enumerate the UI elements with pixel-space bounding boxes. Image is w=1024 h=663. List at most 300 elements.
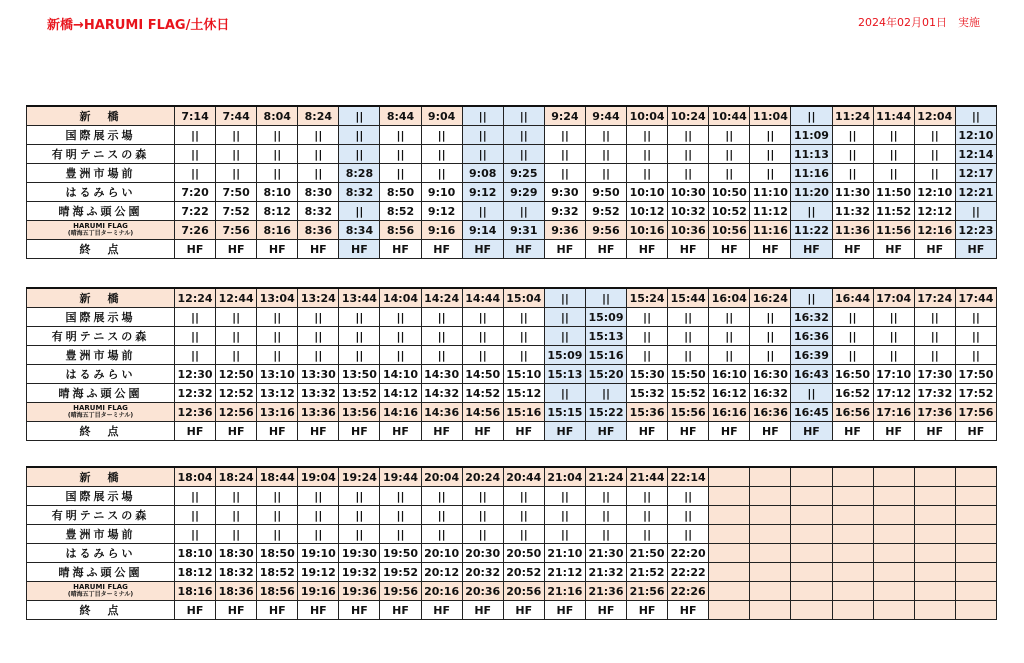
time-cell: 18:50 <box>257 544 298 563</box>
time-cell: 9:04 <box>421 106 462 126</box>
time-cell: || <box>298 164 339 183</box>
time-cell: HF <box>421 422 462 441</box>
time-cell: 15:04 <box>503 288 544 308</box>
time-cell: || <box>175 308 216 327</box>
time-cell: 13:10 <box>257 365 298 384</box>
time-cell: 17:12 <box>873 384 914 403</box>
time-cell: 17:24 <box>914 288 955 308</box>
time-cell: 12:14 <box>955 145 996 164</box>
time-cell: || <box>298 308 339 327</box>
timetable-row <box>27 288 997 308</box>
time-cell: 11:32 <box>832 202 873 221</box>
time-cell: 9:31 <box>503 221 544 240</box>
time-cell: 13:30 <box>298 365 339 384</box>
station-name: 新 橋 <box>27 288 175 308</box>
time-cell: || <box>709 346 750 365</box>
time-cell: || <box>750 145 791 164</box>
time-cell: 16:32 <box>791 308 832 327</box>
time-cell: 21:56 <box>627 582 668 601</box>
time-cell: 21:44 <box>627 467 668 487</box>
time-cell <box>750 563 791 582</box>
time-cell <box>955 506 996 525</box>
time-cell: || <box>339 308 380 327</box>
time-cell: 11:20 <box>791 183 832 202</box>
time-cell: || <box>544 384 585 403</box>
time-cell <box>873 601 914 620</box>
time-cell <box>832 582 873 601</box>
time-cell: || <box>380 487 421 506</box>
time-cell <box>791 506 832 525</box>
time-cell: 20:12 <box>421 563 462 582</box>
time-cell: || <box>216 327 257 346</box>
time-cell: || <box>503 346 544 365</box>
time-cell: || <box>257 506 298 525</box>
time-cell: || <box>257 525 298 544</box>
time-cell: || <box>709 164 750 183</box>
time-cell: 22:20 <box>668 544 709 563</box>
time-cell: 11:13 <box>791 145 832 164</box>
time-cell: 11:24 <box>832 106 873 126</box>
time-cell: || <box>462 145 503 164</box>
time-cell: || <box>298 506 339 525</box>
time-cell: 8:16 <box>257 221 298 240</box>
station-name: はるみらい <box>27 365 175 384</box>
time-cell: 10:24 <box>668 106 709 126</box>
time-cell: 16:44 <box>832 288 873 308</box>
time-cell: 14:36 <box>421 403 462 422</box>
time-cell: || <box>709 126 750 145</box>
time-cell: HF <box>421 240 462 259</box>
time-cell: 17:36 <box>914 403 955 422</box>
time-cell: 22:26 <box>668 582 709 601</box>
time-cell: 16:16 <box>709 403 750 422</box>
time-cell: 10:04 <box>627 106 668 126</box>
time-cell: 13:36 <box>298 403 339 422</box>
time-cell: || <box>503 145 544 164</box>
time-cell: 16:36 <box>750 403 791 422</box>
time-cell: 21:52 <box>627 563 668 582</box>
time-cell: 11:56 <box>873 221 914 240</box>
time-cell: HF <box>627 240 668 259</box>
time-cell: HF <box>339 422 380 441</box>
time-cell: 16:45 <box>791 403 832 422</box>
time-cell: || <box>380 308 421 327</box>
time-cell: 16:56 <box>832 403 873 422</box>
time-cell: 15:09 <box>544 346 585 365</box>
time-cell <box>914 544 955 563</box>
time-cell: 8:34 <box>339 221 380 240</box>
time-cell: || <box>257 327 298 346</box>
time-cell: 17:56 <box>955 403 996 422</box>
time-cell: 15:16 <box>503 403 544 422</box>
time-cell: 12:50 <box>216 365 257 384</box>
time-cell: || <box>380 525 421 544</box>
time-cell: || <box>462 346 503 365</box>
time-cell: HF <box>175 601 216 620</box>
time-cell: || <box>668 145 709 164</box>
time-cell: HF <box>339 240 380 259</box>
time-cell: 7:50 <box>216 183 257 202</box>
time-cell: 9:56 <box>585 221 626 240</box>
time-cell: 19:16 <box>298 582 339 601</box>
time-cell: || <box>298 525 339 544</box>
time-cell <box>955 563 996 582</box>
time-cell: HF <box>873 240 914 259</box>
timetable-row <box>27 183 997 202</box>
time-cell: HF <box>914 240 955 259</box>
timetable-row <box>27 308 997 327</box>
time-cell: || <box>955 327 996 346</box>
time-cell: 8:36 <box>298 221 339 240</box>
time-cell: 20:50 <box>503 544 544 563</box>
time-cell: 9:29 <box>503 183 544 202</box>
time-cell: || <box>462 506 503 525</box>
time-cell <box>709 467 750 487</box>
time-cell: 15:12 <box>503 384 544 403</box>
time-cell: 15:32 <box>627 384 668 403</box>
time-cell: || <box>668 327 709 346</box>
time-cell: 16:24 <box>750 288 791 308</box>
station-name: HARUMI FLAG (晴海五丁目ターミナル) <box>27 221 175 240</box>
time-cell: || <box>421 126 462 145</box>
timetable-block-1 <box>26 105 997 259</box>
station-name: 豊洲市場前 <box>27 164 175 183</box>
time-cell <box>791 467 832 487</box>
time-cell <box>955 525 996 544</box>
time-cell: 20:04 <box>421 467 462 487</box>
time-cell: || <box>832 145 873 164</box>
timetable-block-3 <box>26 466 997 620</box>
time-cell: || <box>216 308 257 327</box>
time-cell: || <box>544 487 585 506</box>
time-cell: 18:44 <box>257 467 298 487</box>
time-cell: 14:44 <box>462 288 503 308</box>
time-cell: 16:43 <box>791 365 832 384</box>
time-cell: 7:20 <box>175 183 216 202</box>
time-cell: 9:25 <box>503 164 544 183</box>
time-cell: || <box>668 487 709 506</box>
time-cell: || <box>339 145 380 164</box>
time-cell: 10:10 <box>627 183 668 202</box>
time-cell: || <box>627 506 668 525</box>
time-cell: || <box>709 308 750 327</box>
time-cell: 14:12 <box>380 384 421 403</box>
time-cell <box>832 563 873 582</box>
time-cell: HF <box>585 240 626 259</box>
time-cell: 16:12 <box>709 384 750 403</box>
time-cell: || <box>585 126 626 145</box>
time-cell: || <box>627 164 668 183</box>
time-cell: || <box>627 145 668 164</box>
time-cell: 9:50 <box>585 183 626 202</box>
time-cell: 8:50 <box>380 183 421 202</box>
time-cell: 15:22 <box>585 403 626 422</box>
timetable-row <box>27 384 997 403</box>
time-cell: 17:50 <box>955 365 996 384</box>
time-cell: 20:30 <box>462 544 503 563</box>
time-cell: || <box>380 164 421 183</box>
time-cell: 10:50 <box>709 183 750 202</box>
time-cell: 11:16 <box>791 164 832 183</box>
time-cell: 11:44 <box>873 106 914 126</box>
time-cell: HF <box>585 422 626 441</box>
time-cell <box>709 525 750 544</box>
time-cell: 19:30 <box>339 544 380 563</box>
time-cell: || <box>298 487 339 506</box>
time-cell <box>709 506 750 525</box>
time-cell: || <box>216 525 257 544</box>
time-cell: 7:44 <box>216 106 257 126</box>
time-cell <box>873 525 914 544</box>
time-cell: 19:10 <box>298 544 339 563</box>
timetable-row <box>27 327 997 346</box>
time-cell: 16:52 <box>832 384 873 403</box>
time-cell: || <box>421 506 462 525</box>
time-cell: || <box>257 308 298 327</box>
time-cell: 18:52 <box>257 563 298 582</box>
time-cell: HF <box>462 240 503 259</box>
time-cell: || <box>503 506 544 525</box>
time-cell: || <box>380 145 421 164</box>
time-cell: HF <box>627 601 668 620</box>
timetable-row <box>27 365 997 384</box>
time-cell <box>791 487 832 506</box>
time-cell: 9:44 <box>585 106 626 126</box>
timetable-row <box>27 563 997 582</box>
time-cell: 20:56 <box>503 582 544 601</box>
time-cell: || <box>914 308 955 327</box>
station-name: 国際展示場 <box>27 126 175 145</box>
time-cell: || <box>257 126 298 145</box>
time-cell: HF <box>257 422 298 441</box>
time-cell: 13:52 <box>339 384 380 403</box>
time-cell: || <box>175 487 216 506</box>
time-cell: 8:52 <box>380 202 421 221</box>
time-cell: || <box>175 346 216 365</box>
time-cell: || <box>544 288 585 308</box>
time-cell: HF <box>421 601 462 620</box>
time-cell: 18:12 <box>175 563 216 582</box>
time-cell: 12:10 <box>955 126 996 145</box>
time-cell: || <box>955 202 996 221</box>
time-cell <box>791 525 832 544</box>
time-cell: HF <box>585 601 626 620</box>
time-cell <box>750 601 791 620</box>
time-cell: 16:04 <box>709 288 750 308</box>
time-cell: 9:10 <box>421 183 462 202</box>
time-cell: 9:24 <box>544 106 585 126</box>
time-cell: || <box>339 506 380 525</box>
time-cell <box>791 544 832 563</box>
station-name: 有明テニスの森 <box>27 145 175 164</box>
time-cell: 11:16 <box>750 221 791 240</box>
time-cell: HF <box>216 240 257 259</box>
time-cell: || <box>544 327 585 346</box>
time-cell: || <box>914 145 955 164</box>
time-cell: || <box>544 506 585 525</box>
time-cell: 19:24 <box>339 467 380 487</box>
time-cell: 7:52 <box>216 202 257 221</box>
timetable-row <box>27 202 997 221</box>
time-cell: 17:30 <box>914 365 955 384</box>
time-cell: || <box>627 487 668 506</box>
time-cell: HF <box>914 422 955 441</box>
time-cell: HF <box>257 240 298 259</box>
time-cell: || <box>668 164 709 183</box>
time-cell: 10:56 <box>709 221 750 240</box>
time-cell: || <box>421 346 462 365</box>
time-cell: || <box>832 308 873 327</box>
station-name: 新 橋 <box>27 106 175 126</box>
time-cell <box>914 487 955 506</box>
time-cell: 10:12 <box>627 202 668 221</box>
page-title: 新橋→HARUMI FLAG/土休日 <box>47 18 230 33</box>
time-cell: 15:10 <box>503 365 544 384</box>
time-cell: || <box>832 164 873 183</box>
time-cell <box>750 487 791 506</box>
time-cell: || <box>503 308 544 327</box>
time-cell: || <box>832 327 873 346</box>
time-cell <box>914 601 955 620</box>
time-cell: || <box>380 126 421 145</box>
time-cell: HF <box>216 422 257 441</box>
time-cell: 17:44 <box>955 288 996 308</box>
time-cell: HF <box>298 422 339 441</box>
time-cell <box>873 563 914 582</box>
time-cell: 21:24 <box>585 467 626 487</box>
time-cell: 18:32 <box>216 563 257 582</box>
timetable-row <box>27 467 997 487</box>
time-cell: 12:04 <box>914 106 955 126</box>
time-cell: || <box>216 126 257 145</box>
time-cell: || <box>380 346 421 365</box>
time-cell: 9:12 <box>421 202 462 221</box>
station-name: 豊洲市場前 <box>27 525 175 544</box>
time-cell: || <box>914 164 955 183</box>
time-cell: 10:44 <box>709 106 750 126</box>
time-cell: 10:32 <box>668 202 709 221</box>
station-name: 終 点 <box>27 601 175 620</box>
time-cell: || <box>421 525 462 544</box>
time-cell: || <box>339 126 380 145</box>
time-cell: 15:36 <box>627 403 668 422</box>
time-cell: 14:56 <box>462 403 503 422</box>
time-cell <box>955 544 996 563</box>
station-name: 新 橋 <box>27 467 175 487</box>
time-cell: 21:10 <box>544 544 585 563</box>
time-cell: 22:22 <box>668 563 709 582</box>
time-cell <box>955 601 996 620</box>
time-cell: 18:04 <box>175 467 216 487</box>
time-cell: HF <box>832 422 873 441</box>
time-cell: 11:30 <box>832 183 873 202</box>
time-cell <box>791 601 832 620</box>
time-cell: 8:56 <box>380 221 421 240</box>
time-cell: 17:32 <box>914 384 955 403</box>
station-name: 終 点 <box>27 240 175 259</box>
time-cell: HF <box>257 601 298 620</box>
time-cell: || <box>421 308 462 327</box>
time-cell: || <box>709 327 750 346</box>
station-name: 豊洲市場前 <box>27 346 175 365</box>
time-cell: 17:04 <box>873 288 914 308</box>
time-cell: 12:30 <box>175 365 216 384</box>
time-cell: || <box>339 106 380 126</box>
time-cell: || <box>668 346 709 365</box>
time-cell: || <box>421 327 462 346</box>
time-cell: 15:30 <box>627 365 668 384</box>
time-cell: || <box>627 346 668 365</box>
time-cell: || <box>257 164 298 183</box>
time-cell: 19:04 <box>298 467 339 487</box>
time-cell <box>914 525 955 544</box>
time-cell: || <box>585 487 626 506</box>
time-cell: || <box>873 164 914 183</box>
time-cell: 8:30 <box>298 183 339 202</box>
time-cell: || <box>175 506 216 525</box>
time-cell: || <box>544 126 585 145</box>
time-cell: || <box>627 126 668 145</box>
timetable-row <box>27 145 997 164</box>
station-name: HARUMI FLAG (晴海五丁目ターミナル) <box>27 403 175 422</box>
time-cell: 10:30 <box>668 183 709 202</box>
time-cell: 9:36 <box>544 221 585 240</box>
time-cell: || <box>791 384 832 403</box>
time-cell: 21:50 <box>627 544 668 563</box>
time-cell: 19:56 <box>380 582 421 601</box>
time-cell: || <box>298 145 339 164</box>
effective-date: 2024年02月01日 実施 <box>858 16 980 29</box>
time-cell: || <box>750 308 791 327</box>
timetable-row <box>27 221 997 240</box>
time-cell <box>955 487 996 506</box>
time-cell: 15:52 <box>668 384 709 403</box>
time-cell: || <box>339 202 380 221</box>
timetable-row <box>27 126 997 145</box>
time-cell: 19:36 <box>339 582 380 601</box>
time-cell: || <box>914 327 955 346</box>
time-cell: HF <box>175 240 216 259</box>
time-cell: || <box>339 327 380 346</box>
time-cell: 19:50 <box>380 544 421 563</box>
timetable-row <box>27 506 997 525</box>
time-cell: || <box>216 506 257 525</box>
time-cell: || <box>914 346 955 365</box>
time-cell: 19:12 <box>298 563 339 582</box>
time-cell: 9:14 <box>462 221 503 240</box>
time-cell <box>914 563 955 582</box>
time-cell <box>873 582 914 601</box>
time-cell: 11:09 <box>791 126 832 145</box>
time-cell: 16:36 <box>791 327 832 346</box>
time-cell: 20:24 <box>462 467 503 487</box>
time-cell <box>873 544 914 563</box>
time-cell: || <box>627 327 668 346</box>
time-cell: HF <box>380 240 421 259</box>
time-cell: || <box>421 145 462 164</box>
time-cell: || <box>832 346 873 365</box>
time-cell: || <box>339 525 380 544</box>
time-cell: || <box>914 126 955 145</box>
time-cell <box>832 467 873 487</box>
time-cell <box>873 467 914 487</box>
time-cell: 12:17 <box>955 164 996 183</box>
time-cell: 14:50 <box>462 365 503 384</box>
time-cell: || <box>175 327 216 346</box>
time-cell: || <box>585 145 626 164</box>
time-cell: 16:50 <box>832 365 873 384</box>
time-cell: 17:10 <box>873 365 914 384</box>
